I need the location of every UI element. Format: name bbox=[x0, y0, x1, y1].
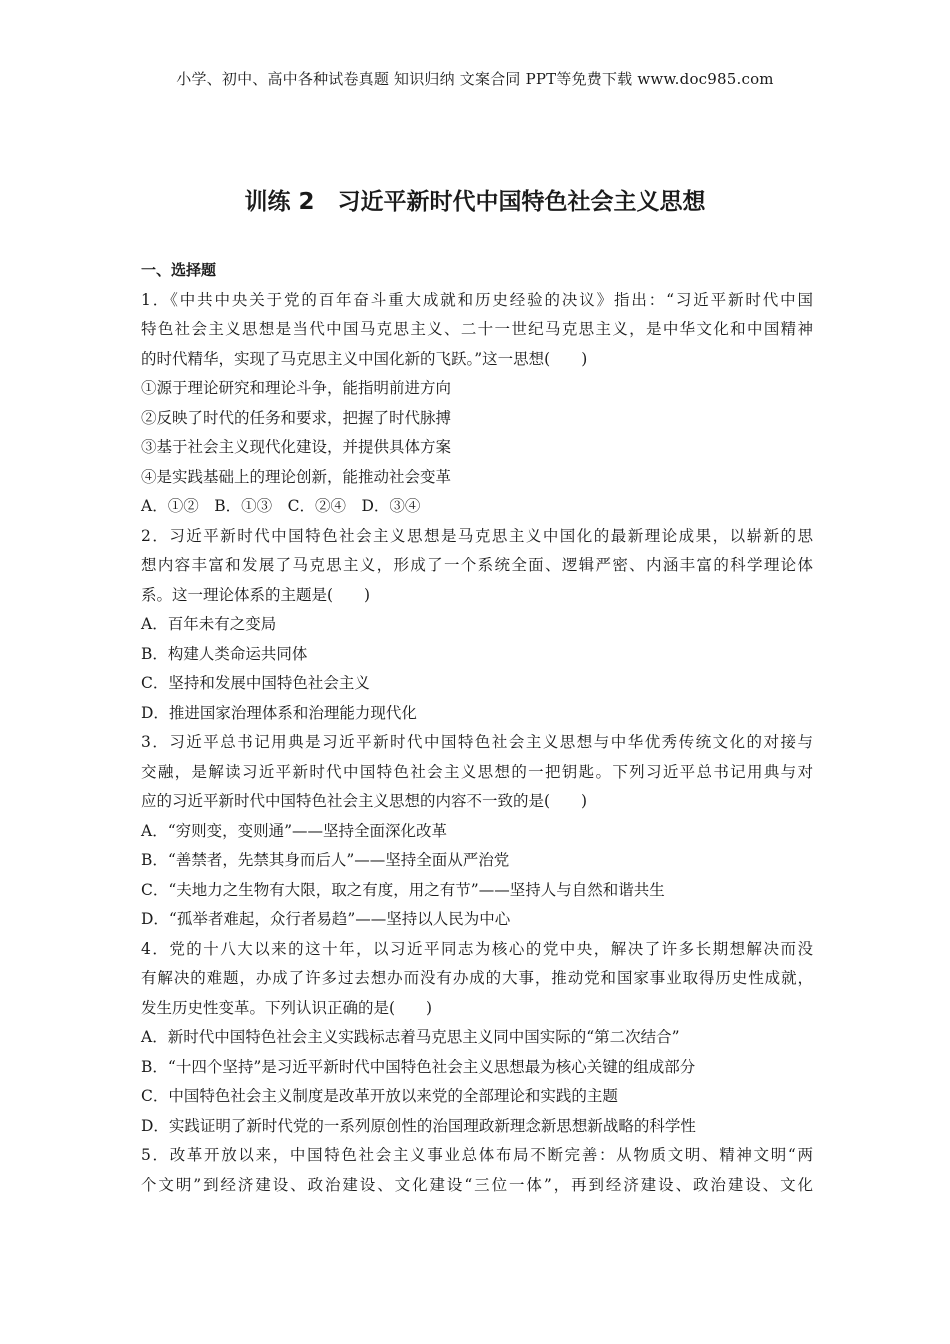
text-line: 2．习近平新时代中国特色社会主义思想是马克思主义中国化的最新理论成果，以崭新的思 bbox=[141, 526, 813, 545]
section-heading: 一、选择题 bbox=[141, 261, 217, 279]
text-line: B．“善禁者，先禁其身而后人”——坚持全面从严治党 bbox=[141, 851, 510, 869]
text-line: 特色社会主义思想是当代中国马克思主义、二十一世纪马克思主义，是中华文化和中国精神 bbox=[141, 320, 813, 338]
text-line: 的时代精华，实现了马克思主义中国化新的飞跃。”这一思想( ) bbox=[141, 349, 588, 368]
text-line: ①源于理论研究和理论斗争，能指明前进方向 bbox=[141, 379, 452, 397]
text-line: 交融，是解读习近平新时代中国特色社会主义思想的一把钥匙。下列习近平总书记用典与对 bbox=[141, 762, 813, 781]
text-line: 想内容丰富和发展了马克思主义，形成了一个系统全面、逻辑严密、内涵丰富的科学理论体 bbox=[141, 556, 813, 574]
text-line: 发生历史性变革。下列认识正确的是( ) bbox=[141, 998, 433, 1017]
text-line: C．坚持和发展中国特色社会主义 bbox=[141, 674, 370, 692]
text-line: ④是实践基础上的理论创新，能推动社会变革 bbox=[141, 467, 452, 486]
text-line: 系。这一理论体系的主题是( ) bbox=[141, 585, 371, 604]
document-body bbox=[141, 256, 813, 1200]
text-line: A．百年未有之变局 bbox=[141, 615, 277, 633]
text-line: D．实践证明了新时代党的一系列原创性的治国理政新理念新思想新战略的科学性 bbox=[141, 1116, 696, 1135]
text-line: D．“孤举者难起，众行者易趋”——坚持以人民为中心 bbox=[141, 910, 511, 928]
text-line: 1．《中共中央关于党的百年奋斗重大成就和历史经验的决议》指出：“习近平新时代中国 bbox=[141, 290, 813, 309]
text-line: 3．习近平总书记用典是习近平新时代中国特色社会主义思想与中华优秀传统文化的对接与 bbox=[141, 733, 813, 751]
text-line: C．“夫地力之生物有大限，取之有度，用之有节”——坚持人与自然和谐共生 bbox=[141, 880, 665, 899]
text-line: A．①② B．①③ C．②④ D．③④ bbox=[141, 497, 421, 515]
text-line: B．构建人类命运共同体 bbox=[141, 644, 308, 663]
text-line: D．推进国家治理体系和治理能力现代化 bbox=[141, 703, 417, 722]
text-line: C．中国特色社会主义制度是改革开放以来党的全部理论和实践的主题 bbox=[141, 1087, 618, 1105]
text-line: 5．改革开放以来，中国特色社会主义事业总体布局不断完善：从物质文明、精神文明“两 bbox=[141, 1146, 813, 1164]
text-line: ③基于社会主义现代化建设，并提供具体方案 bbox=[141, 438, 452, 456]
text-line: A．“穷则变，变则通”——坚持全面深化改革 bbox=[141, 821, 448, 840]
page-header: 小学、初中、高中各种试卷真题 知识归纳 文案合同 PPT等免费下载 www.doc985.com bbox=[176, 70, 774, 88]
text-line: 个文明”到经济建设、政治建设、文化建设“三位一体”，再到经济建设、政治建设、文化 bbox=[141, 1175, 813, 1194]
text-line: 4．党的十八大以来的这十年，以习近平同志为核心的党中央，解决了许多长期想解决而没 bbox=[141, 939, 813, 958]
text-line: ②反映了时代的任务和要求，把握了时代脉搏 bbox=[141, 408, 452, 427]
text-line: A．新时代中国特色社会主义实践标志着马克思主义同中国实际的“第二次结合” bbox=[141, 1028, 680, 1046]
page-title: 训练 2 习近平新时代中国特色社会主义思想 bbox=[244, 189, 706, 215]
text-line: 有解决的难题，办成了许多过去想办而没有办成的大事，推动党和国家事业取得历史性成就， bbox=[141, 969, 813, 987]
text-line: 应的习近平新时代中国特色社会主义思想的内容不一致的是( ) bbox=[141, 792, 588, 810]
text-line: B．“十四个坚持”是习近平新时代中国特色社会主义思想最为核心关键的组成部分 bbox=[141, 1057, 696, 1076]
